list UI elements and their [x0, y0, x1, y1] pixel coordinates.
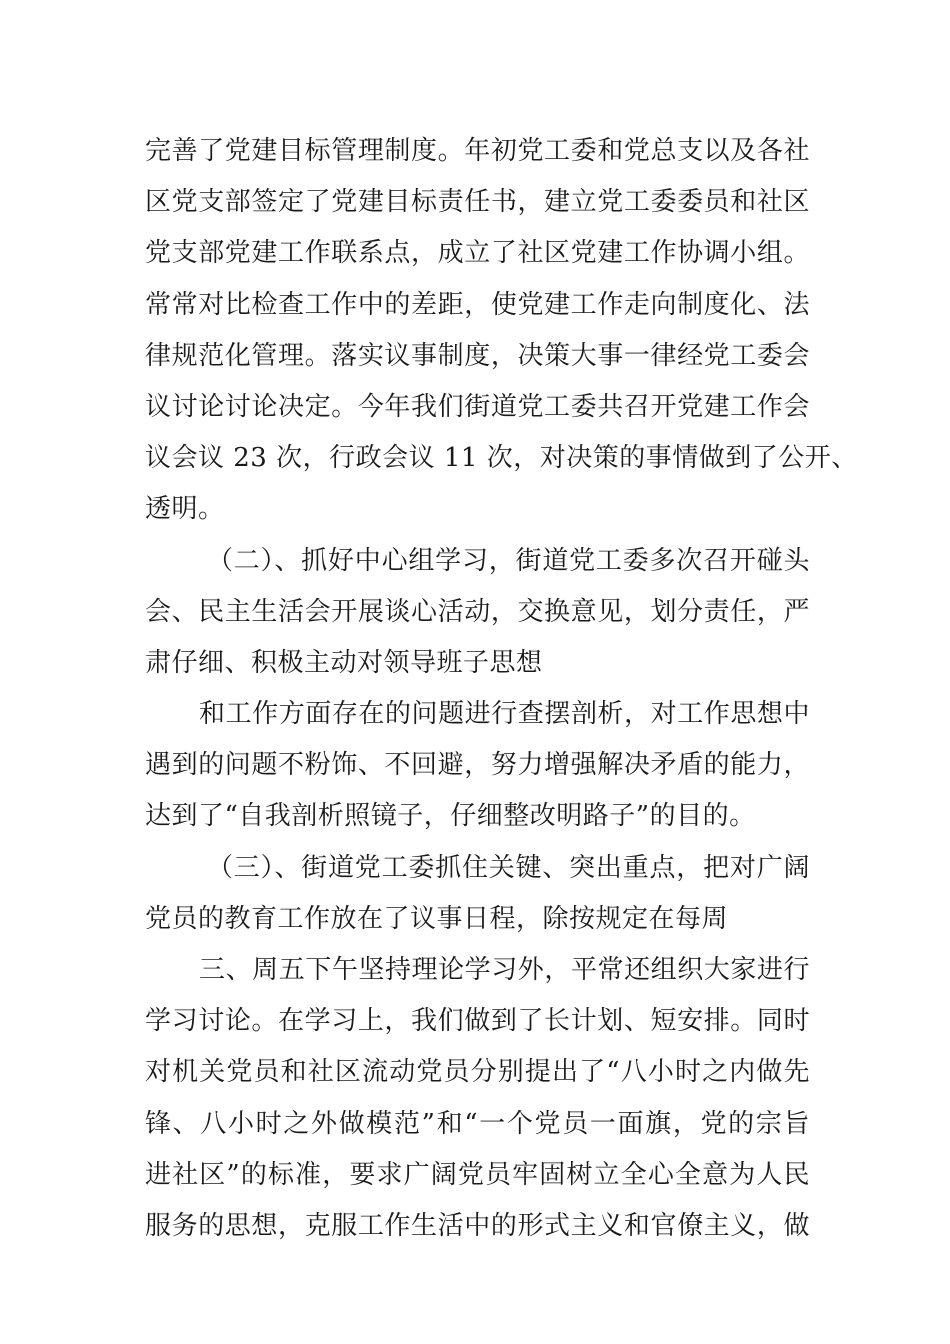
document-body	[145, 126, 858, 1252]
text-line: 会、民主生活会开展谈心活动，交换意见，划分责任，严	[145, 596, 810, 627]
text-line: 对机关党员和社区流动党员分别提出了“八小时之内做先	[145, 1057, 810, 1088]
text-line: 肃仔细、积极主动对领导班子思想	[145, 647, 543, 678]
text-line: 锋、八小时之外做模范”和“一个党员一面旗，党的宗旨	[145, 1108, 810, 1139]
text-line: 三、周五下午坚持理论学习外，平常还组织大家进行	[199, 955, 810, 985]
text-line: 议会议 23 次，行政会议 11 次，对决策的事情做到了公开、	[145, 443, 858, 474]
text-line: 达到了“自我剖析照镜子，仔细整改明路子”的目的。	[145, 801, 756, 832]
text-line: （三）、街道党工委抓住关键、突出重点，把对广阔	[207, 852, 810, 883]
text-line: 和工作方面存在的问题进行查摆剖析，对工作思想中	[199, 699, 810, 730]
text-line: 完善了党建目标管理制度。年初党工委和党总支以及各社	[145, 136, 810, 166]
text-line: 党支部党建工作联系点，成立了社区党建工作协调小组。	[145, 238, 810, 269]
text-line: 议讨论讨论决定。今年我们街道党工委共召开党建工作会	[145, 391, 810, 422]
text-line: 遇到的问题不粉饰、不回避，努力增强解决矛盾的能力，	[145, 750, 810, 781]
text-line: 区党支部签定了党建目标责任书，建立党工委委员和社区	[145, 187, 810, 218]
text-line: 党员的教育工作放在了议事日程，除按规定在每周	[145, 903, 729, 934]
text-line: （二）、抓好中心组学习，街道党工委多次召开碰头	[207, 545, 810, 576]
text-line: 律规范化管理。落实议事制度，决策大事一律经党工委会	[145, 340, 810, 371]
text-line: 透明。	[145, 494, 225, 525]
text-line: 进社区”的标准，要求广阔党员牢固树立全心全意为人民	[145, 1159, 810, 1190]
text-line: 学习讨论。在学习上，我们做到了长计划、短安排。同时	[145, 1006, 810, 1037]
text-line: 常常对比检查工作中的差距，使党建工作走向制度化、法	[145, 289, 810, 320]
text-line: 服务的思想，克服工作生活中的形式主义和官僚主义，做	[145, 1210, 810, 1241]
